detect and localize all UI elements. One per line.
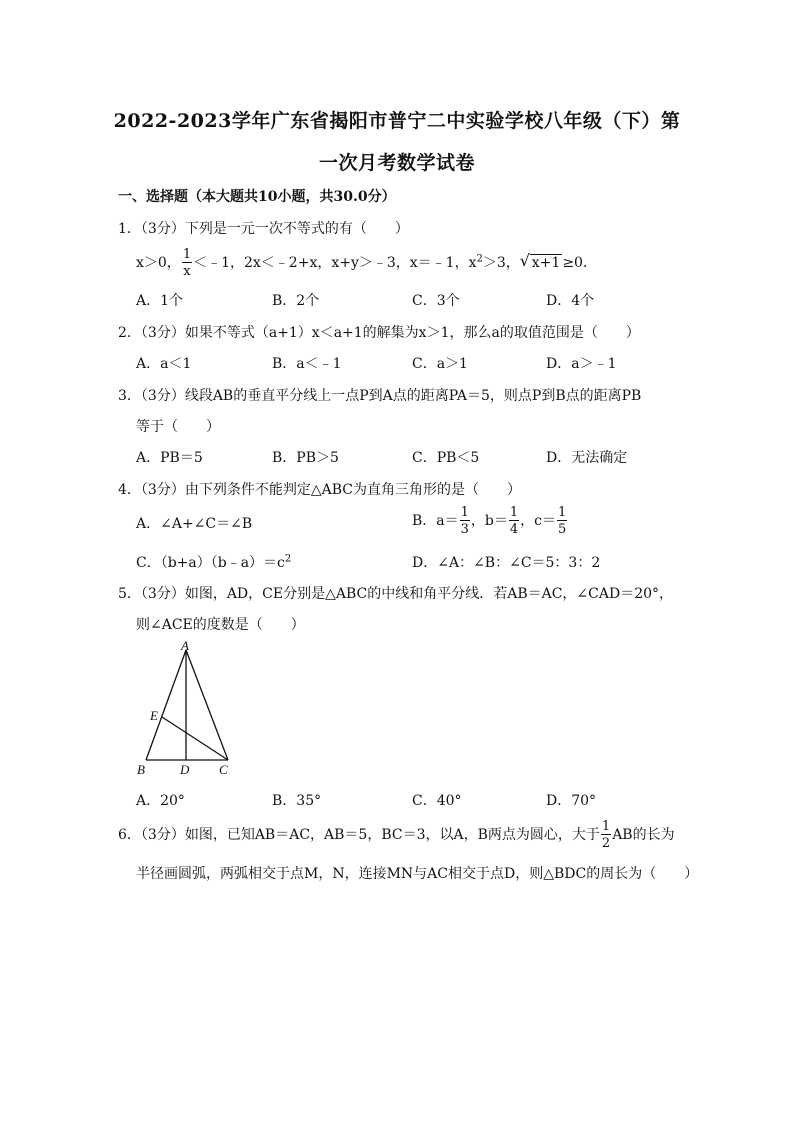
q4-option-c xyxy=(136,552,291,572)
q4-frac-c-num: 1 xyxy=(558,505,567,520)
q1-option-c: C．3个 xyxy=(412,293,460,309)
q4-b-mid1: ，b＝ xyxy=(470,513,508,529)
q1-frac-den: x xyxy=(183,264,191,279)
label-d: D xyxy=(180,762,190,777)
q1-expr-a: x＞0， xyxy=(136,255,181,271)
q1-sup: 2 xyxy=(476,253,483,265)
q6-fraction xyxy=(601,820,611,850)
title-line-1: 2022-2023学年广东省揭阳市普宁二中实验学校八年级（下）第 xyxy=(113,110,681,132)
q5-stem-2: 则∠ACE的度数是（ ） xyxy=(136,617,305,633)
label-e: E xyxy=(150,708,158,723)
section-heading: 一、选择题（本大题共10小题，共30.0分） xyxy=(118,189,396,205)
q3-option-c: C．PB＜5 xyxy=(412,450,480,466)
q4-option-b xyxy=(412,506,568,536)
q5-option-c: C．40° xyxy=(412,793,462,809)
side-ab xyxy=(146,650,186,760)
q1-expr-c: ＞3， xyxy=(482,255,520,271)
q4-option-a: A．∠A+∠C＝∠B xyxy=(136,516,253,532)
q1-frac-num: 1 xyxy=(182,247,192,262)
q1-expr-b: ＜﹣1，2x＜﹣2+x，x+y＞﹣3，x＝﹣1，x xyxy=(193,255,477,271)
title-line-2: 一次月考数学试卷 xyxy=(318,152,475,174)
label-c: C xyxy=(219,762,228,777)
q2-stem: 2．（3分）如果不等式（a+1）x＜a+1的解集为x＞1，那么a的取值范围是（ ） xyxy=(118,325,640,341)
q1-sqrt-arg: x+1 xyxy=(531,255,561,271)
q6-frac-num: 1 xyxy=(601,819,611,834)
q4-frac-a-num: 1 xyxy=(460,505,469,520)
q4-frac-a-den: 3 xyxy=(460,522,469,537)
q1-fraction xyxy=(182,248,192,278)
q1-expr-d: ≥0． xyxy=(562,255,597,271)
q2-option-c: C．a＞1 xyxy=(412,356,468,372)
q4-frac-a xyxy=(460,506,470,536)
q5-stem-1: 5．（3分）如图，AD，CE分别是△ABC的中线和角平分线．若AB＝AC，∠CAD＝20°， xyxy=(118,586,674,602)
q1-expression xyxy=(136,248,597,278)
q4-b-mid2: ，c＝ xyxy=(520,513,557,529)
sqrt-icon: √ xyxy=(519,251,530,270)
q2-option-d: D．a＞﹣1 xyxy=(546,356,617,372)
q3-option-d: D．无法确定 xyxy=(546,450,628,466)
q1-option-a: A．1个 xyxy=(136,293,184,309)
q4-c-sup: 2 xyxy=(284,553,292,565)
q3-option-a: A．PB＝5 xyxy=(136,450,203,466)
q4-option-d: D．∠A：∠B：∠C＝5：3：2 xyxy=(412,555,601,571)
q6-stem-2: 半径画圆弧，两弧相交于点M，N，连接MN与AC相交于点D，则△BDC的周长为（ ） xyxy=(136,866,699,882)
q4-frac-c-den: 5 xyxy=(558,522,567,537)
q3-stem-2: 等于（ ） xyxy=(136,419,220,435)
q5-option-d: D．70° xyxy=(546,793,597,809)
q4-frac-b-num: 1 xyxy=(509,505,519,520)
q2-option-b: B．a＜﹣1 xyxy=(272,356,342,372)
q4-b-prefix: B．a＝ xyxy=(412,513,459,529)
q4-stem: 4．（3分）由下列条件不能判定△ABC为直角三角形的是（ ） xyxy=(118,482,521,498)
q4-c-text: C．（b+a）（b﹣a）＝c xyxy=(136,555,285,571)
q6-stem-1 xyxy=(118,820,675,850)
q5-option-b: B．35° xyxy=(272,793,322,809)
q6-frac-den: 2 xyxy=(601,836,611,851)
q4-frac-b-den: 4 xyxy=(509,522,519,537)
side-ac xyxy=(186,650,228,760)
q1-sqrt xyxy=(519,251,563,271)
bisector-ce xyxy=(162,717,228,760)
triangle-figure xyxy=(134,640,244,785)
q4-frac-b xyxy=(509,506,519,536)
q2-option-a: A．a＜1 xyxy=(136,356,192,372)
q4-frac-c xyxy=(557,506,567,536)
q5-option-a: A．20° xyxy=(136,793,185,809)
q3-option-b: B．PB＞5 xyxy=(272,450,339,466)
q3-stem-1: 3．（3分）线段AB的垂直平分线上一点P到A点的距离PA＝5，则点P到B点的距离PB xyxy=(118,388,642,404)
q1-stem: 1．（3分）下列是一元一次不等式的有（ ） xyxy=(118,221,409,237)
q1-option-b: B．2个 xyxy=(272,293,320,309)
q1-option-d: D．4个 xyxy=(546,293,595,309)
label-a: A xyxy=(181,640,189,653)
q6-stem-1b: AB的长为 xyxy=(612,827,675,843)
q6-stem-1a: 6．（3分）如图，已知AB＝AC，AB＝5，BC＝3，以A，B两点为圆心，大于 xyxy=(118,827,600,843)
label-b: B xyxy=(137,762,145,777)
